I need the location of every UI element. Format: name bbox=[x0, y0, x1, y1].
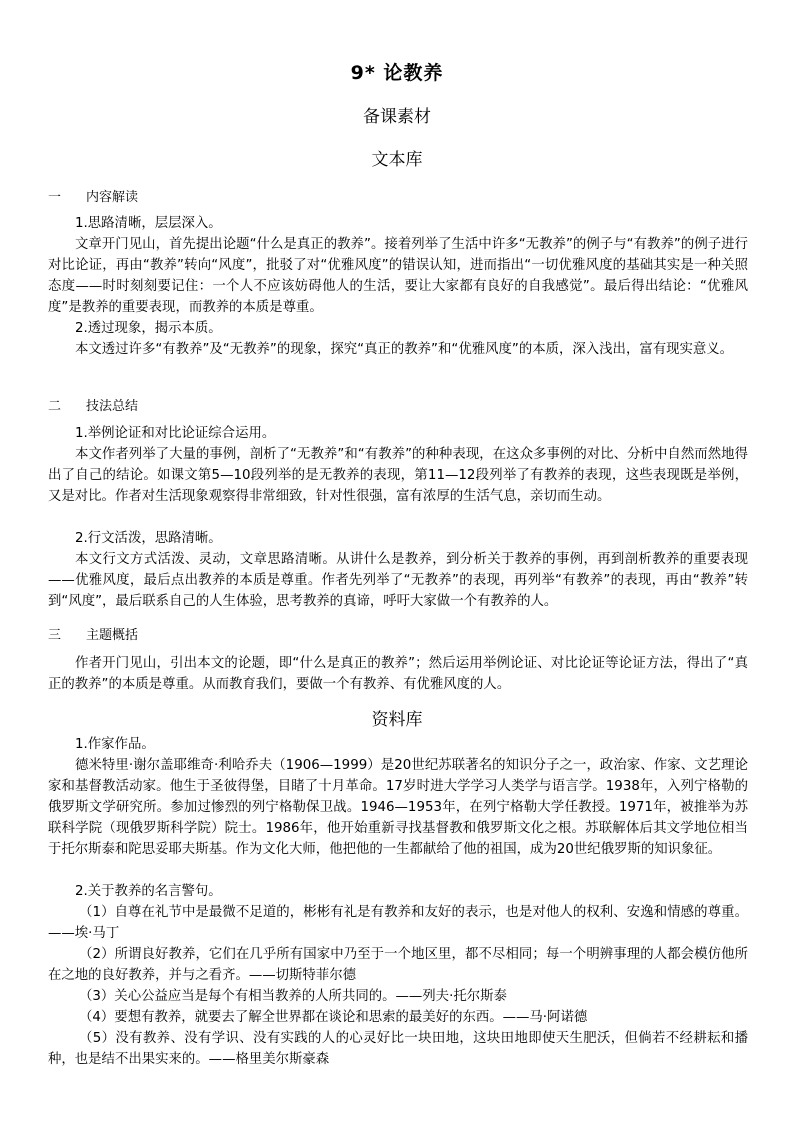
section-heading-theme bbox=[48, 624, 138, 643]
resourcebank-heading: 资料库 bbox=[371, 710, 423, 730]
section-heading-techniques bbox=[48, 395, 138, 414]
page-subtitle: 备课素材 bbox=[363, 107, 431, 127]
paragraph: 1.作家作品。 bbox=[75, 737, 155, 752]
quote-item: （3）关心公益应当是每个有相当教养的人所共同的。——列夫·托尔斯泰 bbox=[79, 989, 507, 1004]
textbank-heading: 文本库 bbox=[371, 150, 423, 170]
section-number: 三 bbox=[48, 628, 62, 643]
paragraph: 文章开门见山，首先提出论题“什么是真正的教养”。接着列举了生活中许多“无教养”的例子与“有教养”的例子进行对比论证，再由“教养”转向“风度”，批驳了对“优雅风度”的错误认知，进而指出“一切优雅风度的基础其实是一种关照态度——时时刻刻要记住：一个人不应该妨碍他人的生活，要让大家都有良好的自我感觉”。最后得出结论：“优雅风度”是教养的重要表现，而教养的本质是尊重。 bbox=[48, 237, 748, 315]
section-title: 主题概括 bbox=[86, 628, 139, 643]
paragraph: 2.关于教养的名言警句。 bbox=[75, 884, 222, 899]
paragraph: 本文作者列举了大量的事例，剖析了“无教养”和“有教养”的种种表现，在这众多事例的对比、分析中自然而然地得出了自己的结论。如课文第5—10段列举的是无教养的表现，第11—12段列举了有教养的表现，这些表现既是举例，又是对比。作者对生活现象观察得非常细致，针对性很强，富有浓厚的生活气息，亲切而生动。 bbox=[48, 447, 748, 504]
paragraph: 本文透过许多“有教养”及“无教养”的现象，探究“真正的教养”和“优雅风度”的本质，深入浅出，富有现实意义。 bbox=[75, 342, 734, 357]
section-number: 一 bbox=[48, 190, 62, 205]
paragraph: 德米特里·谢尔盖耶维奇·利哈乔夫（1906—1999）是20世纪苏联著名的知识分子之一，政治家、作家、文艺理论家和基督教活动家。他生于圣彼得堡，目睹了十月革命。17岁时进大学学习人类学与语言学。1938年，入列宁格勒的俄罗斯文学研究所。参加过惨烈的列宁格勒保卫战。1946—1953年，在列宁格勒大学任教授。1971年，被推举为苏联科学院（现俄罗斯科学院）院士。1986年，他开始重新寻找基督教和俄罗斯文化之根。苏联解体后其文学地位相当于托尔斯泰和陀思妥耶夫斯基。作为文化大师，他把他的一生都献给了他的祖国，成为20世纪俄罗斯的知识象征。 bbox=[48, 758, 748, 857]
paragraph: 作者开门见山，引出本文的论题，即“什么是真正的教养”；然后运用举例论证、对比论证等论证方法，得出了“真正的教养”的本质是尊重。从而教育我们，要做一个有教养、有优雅风度的人。 bbox=[48, 656, 748, 692]
paragraph: 1.举例论证和对比论证综合运用。 bbox=[75, 426, 276, 441]
paragraph: 本文行文方式活泼、灵动，文章思路清晰。从讲什么是教养，到分析关于教养的事例，再到剖析教养的重要表现——优雅风度，最后点出教养的本质是尊重。作者先列举了“无教养”的表现，再列举“有教养”的表现，再由“教养”转到“风度”，最后联系自己的人生体验，思考教养的真谛，呼吁大家做一个有教养的人。 bbox=[48, 552, 748, 609]
paragraph: 2.透过现象，揭示本质。 bbox=[75, 321, 222, 336]
paragraph: 1.思路清晰，层层深入。 bbox=[75, 216, 222, 231]
quote-item: （4）要想有教养，就要去了解全世界都在谈论和思索的最美好的东西。——马·阿诺德 bbox=[79, 1010, 588, 1025]
paragraph: 2.行文活泼，思路清晰。 bbox=[75, 531, 222, 546]
page-title: 9* 论教养 bbox=[350, 62, 444, 84]
section-title: 内容解读 bbox=[86, 190, 139, 205]
section-number: 二 bbox=[48, 399, 62, 414]
quote-item: （1）自尊在礼节中是最微不足道的，彬彬有礼是有教养和友好的表示，也是对他人的权利、安逸和情感的尊重。——埃·马丁 bbox=[48, 905, 748, 941]
quote-item: （5）没有教养、没有学识、没有实践的人的心灵好比一块田地，这块田地即使天生肥沃，但倘若不经耕耘和播种，也是结不出果实来的。——格里美尔斯豪森 bbox=[48, 1031, 748, 1067]
section-heading-content bbox=[48, 186, 138, 205]
section-title: 技法总结 bbox=[86, 399, 139, 414]
quote-item: （2）所谓良好教养，它们在几乎所有国家中乃至于一个地区里，都不尽相同；每一个明辨事理的人都会模仿他所在之地的良好教养，并与之看齐。——切斯特菲尔德 bbox=[48, 947, 748, 983]
